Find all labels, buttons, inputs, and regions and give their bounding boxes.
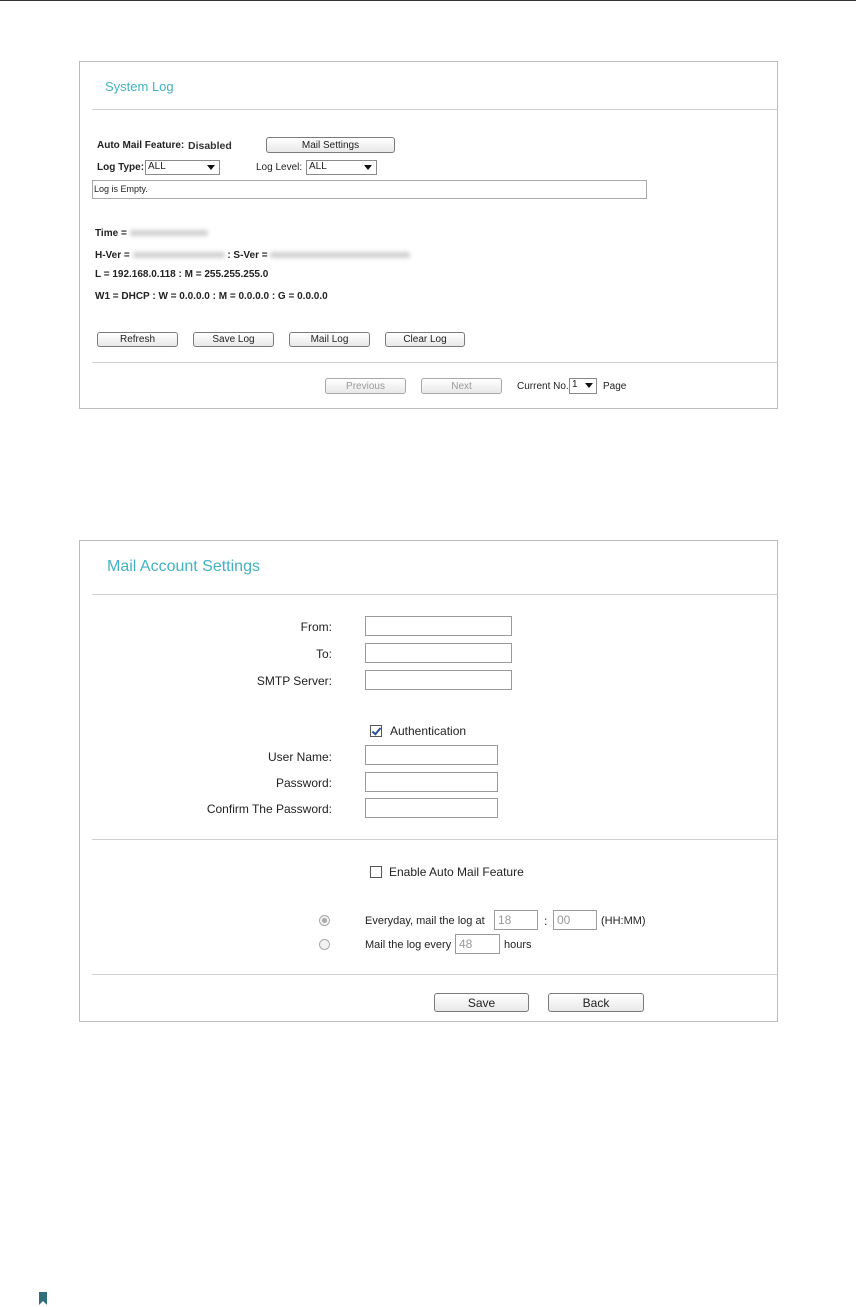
password-input[interactable]: [365, 772, 498, 792]
sver-label: : S-Ver =: [227, 250, 268, 261]
chevron-down-icon: [207, 165, 215, 170]
next-button[interactable]: Next: [421, 378, 502, 394]
current-page-label: Current No.: [517, 381, 569, 392]
mail-every-label: Mail the log every: [365, 939, 452, 951]
everyday-label: Everyday, mail the log at: [365, 915, 485, 927]
auto-mail-label: Auto Mail Feature:: [97, 140, 185, 151]
chevron-down-icon: [585, 383, 593, 388]
page-select-value: 1: [572, 379, 578, 390]
mail-every-radio[interactable]: [319, 939, 330, 950]
top-rule: [0, 0, 856, 1]
log-level-value: ALL: [309, 161, 327, 172]
log-type-label: Log Type:: [97, 162, 145, 173]
hours-label: hours: [504, 939, 532, 951]
system-log-panel: [79, 61, 778, 409]
time-row: [95, 228, 208, 239]
wan-info: W1 = DHCP : W = 0.0.0.0 : M = 0.0.0.0 : G = 0.0.0.0: [95, 291, 328, 302]
authentication-label: Authentication: [390, 724, 467, 738]
refresh-button[interactable]: Refresh: [97, 332, 178, 347]
enable-auto-mail-label: Enable Auto Mail Feature: [389, 865, 524, 879]
title-divider: [92, 594, 778, 595]
page-label: Page: [603, 381, 627, 392]
schedule-divider: [92, 974, 778, 975]
hver-value-redacted: [133, 252, 225, 258]
password-label: Password:: [275, 776, 332, 790]
back-button[interactable]: Back: [548, 993, 644, 1012]
username-label: User Name:: [267, 750, 332, 764]
credentials-divider: [92, 839, 778, 840]
from-input[interactable]: [365, 616, 512, 636]
log-level-label: Log Level:: [256, 162, 303, 173]
everyday-minute-input[interactable]: [553, 910, 597, 930]
username-input[interactable]: [365, 745, 498, 765]
clear-log-button[interactable]: Clear Log: [385, 332, 465, 347]
save-button[interactable]: Save: [434, 993, 529, 1012]
mail-account-title: Mail Account Settings: [107, 558, 260, 575]
everyday-radio[interactable]: [319, 915, 330, 926]
log-display: [92, 180, 647, 199]
from-label: From:: [300, 620, 332, 634]
confirm-password-input[interactable]: [365, 798, 498, 818]
title-divider: [92, 109, 778, 110]
to-label: To:: [315, 647, 332, 661]
log-type-value: ALL: [148, 161, 166, 172]
log-message: Log is Empty.: [94, 184, 148, 194]
time-value-redacted: [130, 230, 208, 236]
system-log-title: System Log: [105, 79, 174, 94]
smtp-server-input[interactable]: [365, 670, 512, 690]
bookmark-icon: [39, 1292, 47, 1305]
everyday-hour-input[interactable]: [494, 910, 538, 930]
version-row: [95, 250, 410, 261]
save-log-button[interactable]: Save Log: [193, 332, 274, 347]
sver-value-redacted: [270, 252, 410, 258]
authentication-checkbox[interactable]: [370, 725, 382, 737]
chevron-down-icon: [364, 165, 372, 170]
hver-label: H-Ver =: [95, 250, 130, 261]
previous-button[interactable]: Previous: [325, 378, 406, 394]
lan-info: L = 192.168.0.118 : M = 255.255.255.0: [95, 269, 269, 280]
time-label: Time =: [95, 228, 127, 239]
page-select[interactable]: [569, 378, 597, 394]
enable-auto-mail-checkbox[interactable]: [370, 866, 382, 878]
log-type-select[interactable]: [145, 160, 220, 175]
mail-every-hours-input[interactable]: [455, 934, 500, 954]
confirm-password-label: Confirm The Password:: [206, 802, 332, 816]
time-separator: :: [544, 914, 548, 928]
to-input[interactable]: [365, 643, 512, 663]
auto-mail-status: Disabled: [188, 140, 232, 152]
mail-log-button[interactable]: Mail Log: [289, 332, 370, 347]
mail-settings-button[interactable]: Mail Settings: [266, 137, 395, 153]
log-level-select[interactable]: [306, 160, 377, 175]
mail-account-panel: [79, 540, 778, 1022]
time-format-label: (HH:MM): [601, 915, 646, 927]
smtp-server-label: SMTP Server:: [256, 674, 332, 688]
buttons-divider: [92, 362, 778, 363]
